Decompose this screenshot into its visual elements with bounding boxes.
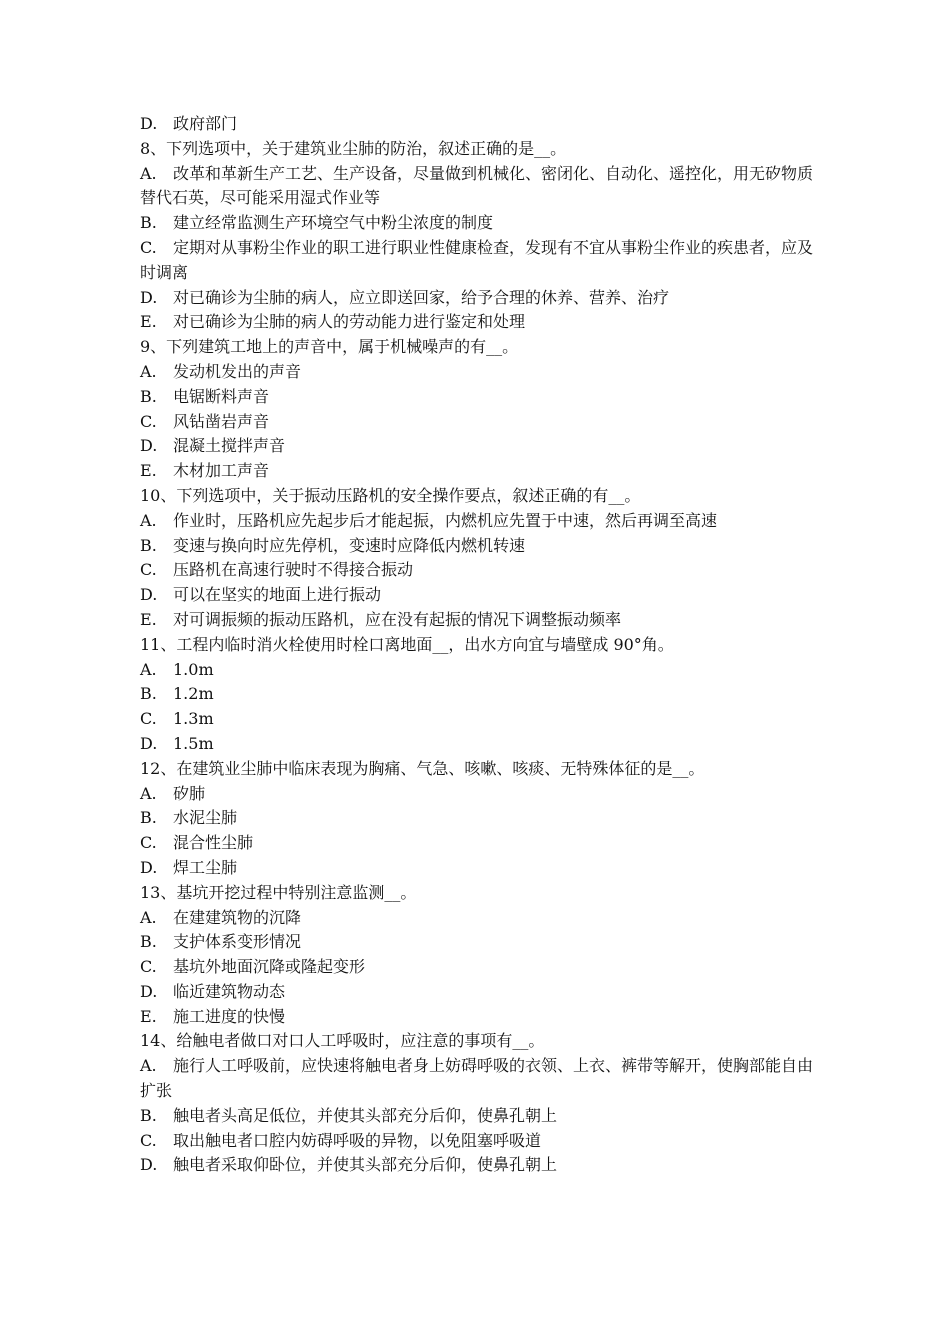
option-letter: B. xyxy=(140,535,157,555)
answer-option xyxy=(140,162,820,212)
option-letter: D. xyxy=(140,287,158,307)
answer-option xyxy=(140,955,820,980)
option-letter: A. xyxy=(140,907,157,927)
answer-option xyxy=(140,310,820,335)
answer-option xyxy=(140,112,820,137)
option-letter: B. xyxy=(140,1105,157,1125)
option-text: 对已确诊为尘肺的病人，应立即送回家，给予合理的休养、营养、治疗 xyxy=(173,287,670,307)
option-text: 对已确诊为尘肺的病人的劳动能力进行鉴定和处理 xyxy=(173,312,526,332)
option-text: 焊工尘肺 xyxy=(173,857,238,877)
answer-option xyxy=(140,608,820,633)
option-letter: C. xyxy=(140,237,157,257)
answer-option xyxy=(140,1104,820,1129)
option-text: 压路机在高速行驶时不得接合振动 xyxy=(173,560,414,580)
option-letter: D. xyxy=(140,981,158,1001)
answer-option xyxy=(140,930,820,955)
option-letter: B. xyxy=(140,386,157,406)
option-letter: E. xyxy=(140,1006,157,1026)
question-text: 9、下列建筑工地上的声音中，属于机械噪声的有__。 xyxy=(140,337,519,357)
option-text: 1.3m xyxy=(173,709,214,729)
option-text: 风钻凿岩声音 xyxy=(173,411,270,431)
option-text: 施工进度的快慢 xyxy=(173,1006,286,1026)
question-text: 11、工程内临时消火栓使用时栓口离地面__，出水方向宜与墙壁成 90°角。 xyxy=(140,634,674,654)
option-text: 施行人工呼吸前，应快速将触电者身上妨碍呼吸的衣领、上衣、裤带等解开，使胸部能自由扩张 xyxy=(140,1056,814,1101)
option-text: 电锯断料声音 xyxy=(173,386,270,406)
option-text: 基坑外地面沉降或隆起变形 xyxy=(173,957,366,977)
option-text: 1.2m xyxy=(173,684,214,704)
answer-option xyxy=(140,360,820,385)
option-text: 木材加工声音 xyxy=(173,461,270,481)
answer-option xyxy=(140,732,820,757)
option-text: 1.0m xyxy=(173,659,214,679)
option-text: 在建建筑物的沉降 xyxy=(173,907,302,927)
option-letter: C. xyxy=(140,833,157,853)
option-text: 政府部门 xyxy=(173,114,238,133)
option-letter: E. xyxy=(140,312,157,332)
answer-option xyxy=(140,534,820,559)
option-letter: C. xyxy=(140,560,157,580)
option-text: 发动机发出的声音 xyxy=(173,361,302,381)
option-text: 可以在坚实的地面上进行振动 xyxy=(173,585,382,605)
answer-option xyxy=(140,583,820,608)
option-text: 变速与换向时应先停机，变速时应降低内燃机转速 xyxy=(173,535,526,555)
answer-option xyxy=(140,980,820,1005)
option-text: 作业时，压路机应先起步后才能起振，内燃机应先置于中速，然后再调至高速 xyxy=(173,510,718,530)
answer-option xyxy=(140,236,820,286)
answer-option xyxy=(140,434,820,459)
answer-option xyxy=(140,707,820,732)
answer-option xyxy=(140,459,820,484)
option-letter: A. xyxy=(140,783,157,803)
option-letter: D. xyxy=(140,733,158,753)
answer-option xyxy=(140,682,820,707)
option-letter: D. xyxy=(140,114,158,133)
option-text: 混合性尘肺 xyxy=(173,833,254,853)
option-text: 支护体系变形情况 xyxy=(173,932,302,952)
question-text: 10、下列选项中，关于振动压路机的安全操作要点，叙述正确的有__。 xyxy=(140,485,641,505)
option-letter: E. xyxy=(140,461,157,481)
answer-option xyxy=(140,856,820,881)
answer-option xyxy=(140,658,820,683)
option-text: 1.5m xyxy=(173,733,214,753)
option-letter: D. xyxy=(140,585,158,605)
option-text: 取出触电者口腔内妨碍呼吸的异物，以免阻塞呼吸道 xyxy=(173,1130,542,1150)
answer-option xyxy=(140,806,820,831)
option-letter: C. xyxy=(140,1130,157,1150)
option-text: 建立经常监测生产环境空气中粉尘浓度的制度 xyxy=(173,213,494,233)
option-text: 触电者采取仰卧位，并使其头部充分后仰，使鼻孔朝上 xyxy=(173,1155,558,1175)
answer-option xyxy=(140,1153,820,1178)
answer-option xyxy=(140,558,820,583)
answer-option xyxy=(140,1129,820,1154)
answer-option xyxy=(140,1005,820,1030)
option-letter: D. xyxy=(140,436,158,456)
option-letter: C. xyxy=(140,709,157,729)
answer-option xyxy=(140,906,820,931)
option-text: 混凝土搅拌声音 xyxy=(173,436,286,456)
option-letter: E. xyxy=(140,609,157,629)
answer-option xyxy=(140,385,820,410)
option-text: 对可调振频的振动压路机，应在没有起振的情况下调整振动频率 xyxy=(173,609,622,629)
option-text: 水泥尘肺 xyxy=(173,808,238,828)
option-text: 触电者头高足低位，并使其头部充分后仰，使鼻孔朝上 xyxy=(173,1105,558,1125)
option-letter: C. xyxy=(140,957,157,977)
answer-option xyxy=(140,1054,820,1104)
option-letter: B. xyxy=(140,932,157,952)
document-page xyxy=(140,112,820,1178)
option-letter: A. xyxy=(140,1056,157,1076)
question-text: 14、给触电者做口对口人工呼吸时，应注意的事项有__。 xyxy=(140,1031,545,1051)
option-letter: D. xyxy=(140,1155,158,1175)
question-text: 12、在建筑业尘肺中临床表现为胸痛、气急、咳嗽、咳痰、无特殊体征的是__。 xyxy=(140,758,705,778)
option-letter: A. xyxy=(140,361,157,381)
option-letter: A. xyxy=(140,163,157,183)
answer-option xyxy=(140,509,820,534)
option-letter: B. xyxy=(140,684,157,704)
answer-option xyxy=(140,211,820,236)
option-text: 临近建筑物动态 xyxy=(173,981,286,1001)
answer-option xyxy=(140,286,820,311)
answer-option xyxy=(140,782,820,807)
option-letter: C. xyxy=(140,411,157,431)
option-text: 改革和革新生产工艺、生产设备，尽量做到机械化、密闭化、自动化、遥控化，用无矽物质替代石英，尽可能采用湿式作业等 xyxy=(140,163,814,208)
question-text: 8、下列选项中，关于建筑业尘肺的防治，叙述正确的是__。 xyxy=(140,138,567,158)
option-text: 定期对从事粉尘作业的职工进行职业性健康检查，发现有不宜从事粉尘作业的疾患者，应及时调离 xyxy=(140,237,814,282)
option-letter: A. xyxy=(140,659,157,679)
option-letter: D. xyxy=(140,857,158,877)
answer-option xyxy=(140,410,820,435)
option-letter: A. xyxy=(140,510,157,530)
option-text: 矽肺 xyxy=(173,783,206,803)
question-text: 13、基坑开挖过程中特别注意监测__。 xyxy=(140,882,417,902)
option-letter: B. xyxy=(140,808,157,828)
answer-option xyxy=(140,831,820,856)
option-letter: B. xyxy=(140,213,157,233)
